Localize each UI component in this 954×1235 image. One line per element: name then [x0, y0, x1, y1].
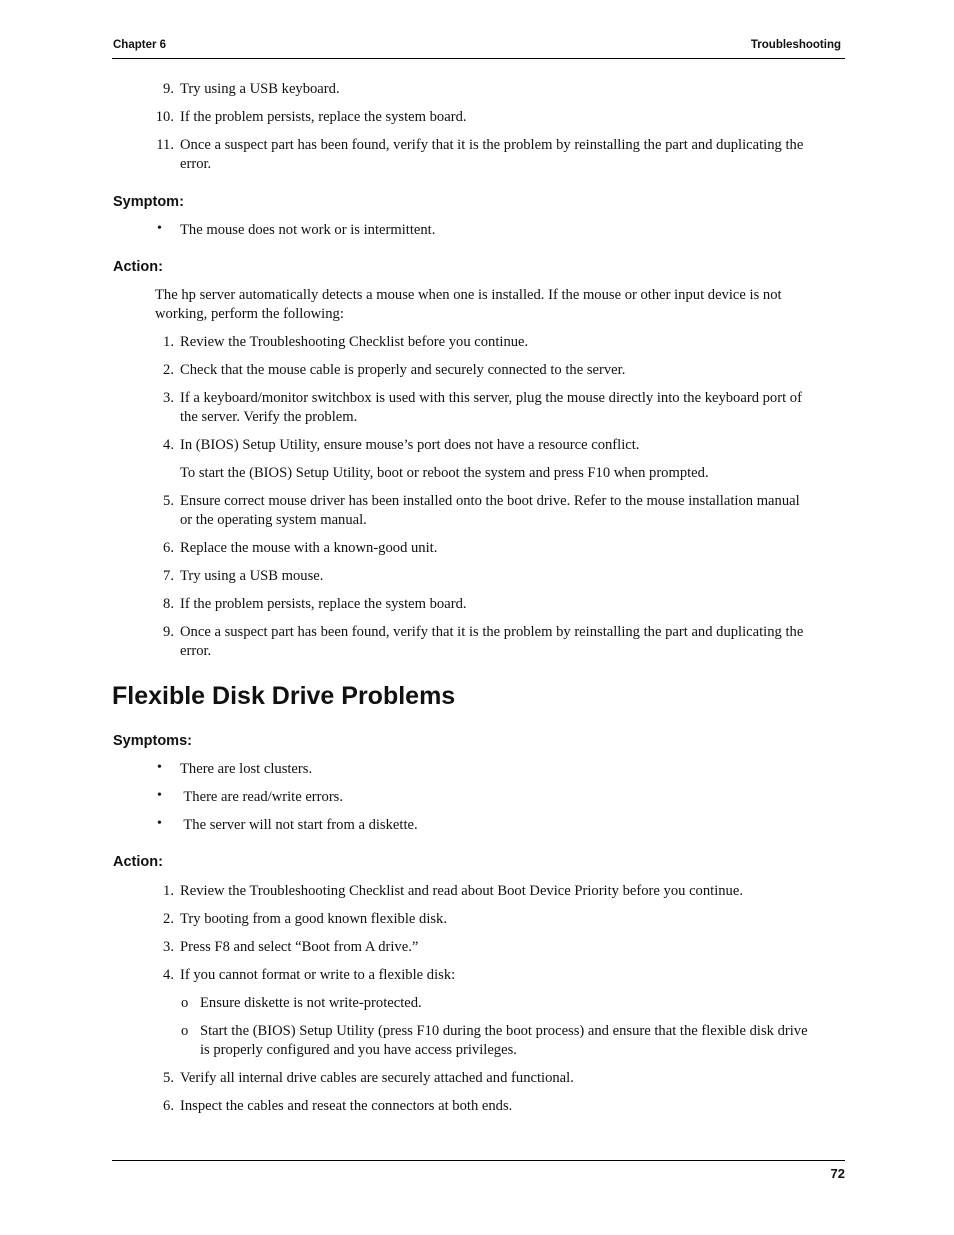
footer-rule [112, 1160, 845, 1161]
section-heading: Flexible Disk Drive Problems [112, 682, 456, 710]
step-number: 2. [163, 911, 174, 927]
step-text: If the problem persists, replace the system board. [180, 596, 467, 612]
substep-text-continued: is properly configured and you have access privileges. [200, 1042, 517, 1058]
bullet-icon: • [157, 221, 162, 236]
action-intro: The hp server automatically detects a mouse when one is installed. If the mouse or other input device is not [155, 287, 782, 303]
symptom-text: The server will not start from a diskette. [180, 817, 418, 833]
step-text: Ensure correct mouse driver has been installed onto the boot drive. Refer to the mouse installation manual [180, 493, 800, 509]
step-text: If a keyboard/monitor switchbox is used with this server, plug the mouse directly into the keyboard port of [180, 390, 802, 406]
running-header-chapter: Chapter 6 [113, 39, 167, 51]
step-text: Review the Troubleshooting Checklist before you continue. [180, 334, 529, 350]
header-rule [112, 58, 845, 59]
step-number: 11. [156, 137, 174, 153]
step-number: 2. [163, 362, 174, 378]
step-note: To start the (BIOS) Setup Utility, boot or reboot the system and press F10 when prompted. [180, 465, 709, 481]
step-number: 3. [163, 390, 174, 406]
step-number: 5. [163, 1070, 174, 1086]
bullet-icon: • [157, 760, 162, 775]
action-label: Action: [113, 854, 163, 870]
symptom-text: There are read/write errors. [180, 789, 344, 805]
bullet-icon: • [157, 788, 162, 803]
step-text-continued: the server. Verify the problem. [180, 409, 358, 425]
step-text: Inspect the cables and reseat the connectors at both ends. [180, 1098, 513, 1114]
step-number: 10. [155, 109, 174, 125]
action-intro-continued: working, perform the following: [155, 306, 344, 322]
symptom-text: The mouse does not work or is intermittent. [180, 222, 436, 238]
step-text: Check that the mouse cable is properly and securely connected to the server. [180, 362, 626, 378]
running-header-title: Troubleshooting [750, 39, 841, 51]
action-label: Action: [113, 259, 163, 275]
step-text: Try using a USB mouse. [180, 568, 324, 584]
substep-text: Ensure diskette is not write-protected. [200, 995, 422, 1011]
symptoms-label: Symptoms: [113, 733, 192, 749]
step-text: Review the Troubleshooting Checklist and read about Boot Device Priority before you continue. [180, 883, 743, 899]
step-number: 4. [163, 437, 174, 453]
step-number: 6. [163, 540, 174, 556]
step-text: Replace the mouse with a known-good unit. [180, 540, 438, 556]
step-text: Press F8 and select “Boot from A drive.” [180, 939, 419, 955]
symptom-text: There are lost clusters. [180, 761, 313, 777]
step-text: Try using a USB keyboard. [180, 81, 340, 97]
step-text-continued: error. [180, 156, 212, 172]
step-number: 8. [163, 596, 174, 612]
step-number: 3. [163, 939, 174, 955]
step-text: Once a suspect part has been found, verify that it is the problem by reinstalling the part and duplicating the [180, 624, 804, 640]
step-text: If you cannot format or write to a flexible disk: [180, 967, 456, 983]
substep-text: Start the (BIOS) Setup Utility (press F10 during the boot process) and ensure that the flexible disk drive [200, 1023, 808, 1039]
bullet-icon: • [157, 816, 162, 831]
step-number: 7. [163, 568, 174, 584]
step-text: Once a suspect part has been found, verify that it is the problem by reinstalling the part and duplicating the [180, 137, 804, 153]
step-number: 6. [163, 1098, 174, 1114]
step-text: Try booting from a good known flexible disk. [180, 911, 447, 927]
step-number: 1. [163, 334, 174, 350]
step-text-continued: error. [180, 643, 212, 659]
step-text: In (BIOS) Setup Utility, ensure mouse’s port does not have a resource conflict. [180, 437, 640, 453]
sub-bullet-marker: o [181, 995, 189, 1011]
symptom-label: Symptom: [113, 194, 184, 210]
step-text: If the problem persists, replace the system board. [180, 109, 467, 125]
step-number: 1. [163, 883, 174, 899]
step-text-continued: or the operating system manual. [180, 512, 367, 528]
sub-bullet-marker: o [181, 1023, 189, 1039]
step-number: 9. [163, 624, 174, 640]
step-number: 5. [163, 493, 174, 509]
page-number: 72 [830, 1166, 845, 1181]
step-text: Verify all internal drive cables are securely attached and functional. [180, 1070, 574, 1086]
step-number: 4. [163, 967, 174, 983]
step-number: 9. [163, 81, 174, 97]
